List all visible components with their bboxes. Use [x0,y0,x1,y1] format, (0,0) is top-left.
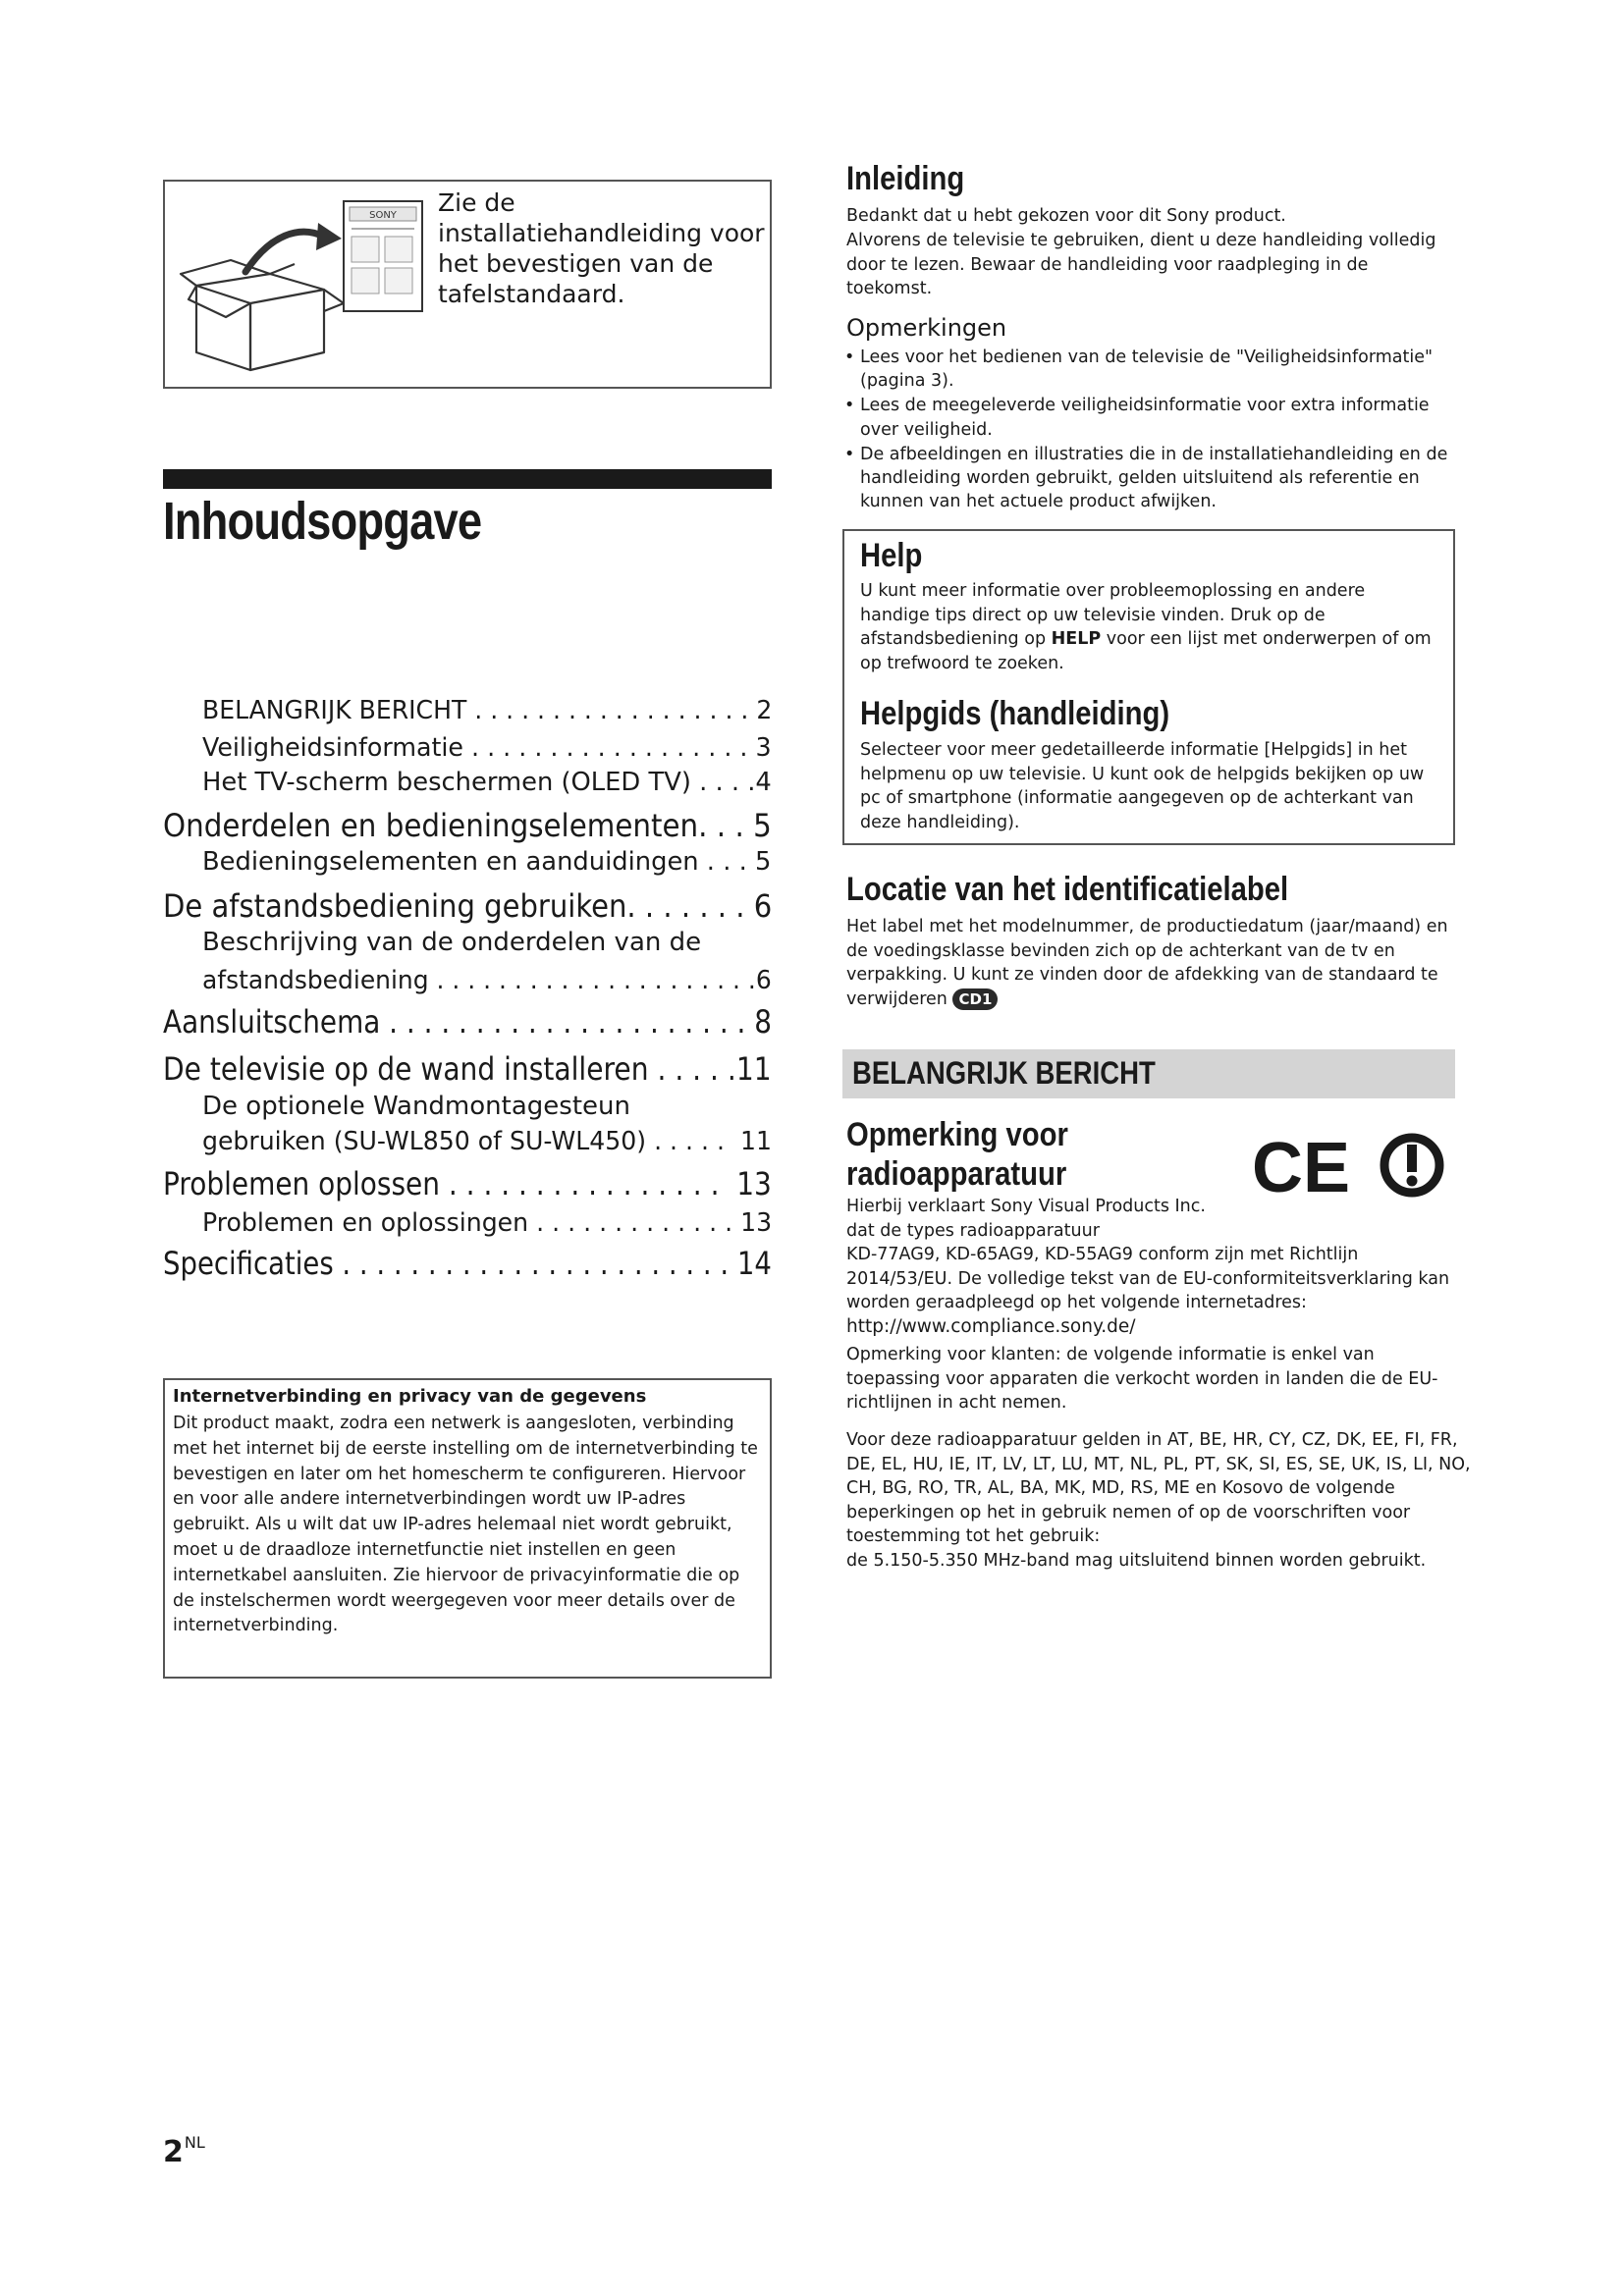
privacy-title: Internetverbinding en privacy van de gegevens [173,1386,647,1407]
notes-heading: Opmerkingen [846,314,1007,342]
toc-entry-beschrijving-line1[interactable]: Beschrijving van de onderdelen van de [202,928,702,957]
notice-bar-title: BELANGRIJK BERICHT [852,1055,1156,1091]
toc-title: Inhoudsopgave [163,492,482,551]
label-location-text [846,915,1465,1011]
toc-entry-oled-scherm[interactable]: Het TV-scherm beschermen (OLED TV) . . . .4 [202,768,772,797]
intro-instructions: Alvorens de televisie te gebruiken, dient u deze handleiding volledig door te lezen. Bewaar de handleiding voor raadpleging in de toekomst. [846,231,1436,299]
toc-heading-bar [163,469,772,489]
radio-declaration-line1: Hierbij verklaart Sony Visual Products Inc. [846,1197,1206,1216]
band-restriction: de 5.150-5.350 MHz-band mag uitsluitend binnen worden gebruikt. [846,1551,1427,1571]
compliance-url[interactable]: http://www.compliance.sony.de/ [846,1316,1136,1337]
intro-heading: Inleiding [846,160,965,197]
radio-declaration-line2: dat de types radioapparatuur [846,1221,1100,1241]
toc-entry-wand-installeren[interactable]: De televisie op de wand installeren . . . . .11 [163,1050,772,1088]
privacy-box [163,1378,772,1679]
toc-entry-belangrijk-bericht[interactable]: BELANGRIJK BERICHT . . . . . . . . . . . . . . . . . . 2 [202,696,773,725]
customer-notice: Opmerking voor klanten: de volgende informatie is enkel van toepassing voor apparaten die verkocht worden in landen die de EU-richtlijnen in acht nemen. [846,1345,1438,1414]
notice-bar [842,1049,1455,1098]
manual-brand: SONY [369,210,397,221]
helpgids-heading: Helpgids (handleiding) [860,695,1170,732]
page-number [163,2135,205,2169]
stand-note-text: Zie de installatiehandleiding voor het bevestigen van de tafelstandaard. [438,188,765,308]
radio-heading-line2: radioapparatuur [846,1155,1067,1193]
ce-mark-text: CE [1252,1129,1351,1202]
help-box [842,529,1455,845]
help-text-part: U kunt meer informatie over probleemoplossing en andere handige tips direct op uw televisie vinden. Druk op de afstandsbediening op [860,581,1366,650]
toc-entry-afstandsbediening[interactable]: De afstandsbediening gebruiken. . . . . . . 6 [163,887,773,925]
ce-mark-icon [1252,1129,1448,1202]
label-location-heading: Locatie van het identificatielabel [846,871,1289,908]
privacy-body: Dit product maakt, zodra een netwerk is aangesloten, verbinding met het internet bij de eerste instelling om de internetverbinding te bevestigen en later om het homescherm te configureren. Hiervoor en voor alle andere internetverbindingen wordt uw IP-adres gebruikt. Als u wilt dat uw IP-adres helemaal niet wordt gebruikt, moet u de draadloze internetfunctie niet instellen en geen internetkabel aansluiten. Zie hiervoor de privacyinformatie die op de instelschermen wordt weergegeven voor meer details over de internetverbinding. [173,1414,758,1636]
note-item: • Lees de meegeleverde veiligheidsinformatie voor extra informatie over veiligheid. [842,394,1451,441]
toc-entry-bedieningselementen[interactable]: Bedieningselementen en aanduidingen . . . 5 [202,847,772,877]
toc-entry-problemen-en-oplossingen[interactable]: Problemen en oplossingen . . . . . . . . . . . . . 13 [202,1208,773,1238]
intro-thanks: Bedankt dat u hebt gekozen voor dit Sony product. [846,206,1286,226]
country-restrictions: Voor deze radioapparatuur gelden in AT, BE, HR, CY, CZ, DK, EE, FI, FR, DE, EL, HU, IE, IT, LV, LT, LU, MT, NL, PL, PT, SK, SI, ES, SE, UK, IS, LI, NO, CH, BG, RO, TR, AL, BA, MK, MD, RS, ME en Kosovo de volgende beperkingen op het in gebruik nemen of op de voorschriften voor toestemming tot het gebruik: [846,1430,1471,1547]
page-language-suffix: NL [184,2133,205,2152]
page-number-value: 2 [163,2135,184,2169]
toc-entry-onderdelen[interactable]: Onderdelen en bedieningselementen. . . 5 [163,807,772,844]
toc-entry-wandmontagesteun-line1[interactable]: De optionele Wandmontagesteun [202,1092,630,1121]
toc-entry-specificaties[interactable]: Specificaties . . . . . . . . . . . . . . . . . . . . . . . 14 [163,1245,772,1282]
class-2-alert-icon [1384,1138,1439,1193]
radio-heading-line1: Opmerking voor [846,1116,1068,1153]
help-text [860,579,1439,675]
notes-list [842,346,1451,514]
help-text-part: voor een lijst met onderwerpen of om op trefwoord te zoeken. [860,629,1432,673]
help-key: HELP [1051,629,1102,650]
toc-entry-problemen-oplossen[interactable]: Problemen oplossen . . . . . . . . . . . . . . . . 13 [163,1165,772,1202]
box-with-manual-icon [177,195,432,382]
toc-entry-beschrijving-line2[interactable]: afstandsbediening . . . . . . . . . . . . . . . . . . . . .6 [202,966,772,995]
note-item: • De afbeeldingen en illustraties die in de installatiehandleiding en de handleiding worden gebruikt, gelden uitsluitend als referentie en kunnen van het actuele product afwijken. [842,443,1451,514]
toc-entry-wandmontagesteun-line2[interactable]: gebruiken (SU-WL850 of SU-WL450) . . . . . 11 [202,1127,772,1156]
toc-entry-aansluitschema[interactable]: Aansluitschema . . . . . . . . . . . . . . . . . . . . . 8 [163,1003,773,1041]
cd1-badge: CD1 [952,988,998,1010]
toc-entry-veiligheidsinformatie[interactable]: Veiligheidsinformatie . . . . . . . . . . . . . . . . . . 3 [202,733,772,763]
label-location-body: Het label met het modelnummer, de productiedatum (jaar/maand) en de voedingsklasse bevinden zich op de achterkant van de tv en verpakking. U kunt ze vinden door de afdekking van de standaard te verwijderen [846,917,1448,1009]
helpgids-text: Selecteer voor meer gedetailleerde informatie [Helpgids] in het helpmenu op uw televisie. U kunt ook de helpgids bekijken op uw pc of smartphone (informatie aangegeven op de achterkant van deze handleiding). [860,740,1425,832]
radio-declaration-body: KD-77AG9, KD-65AG9, KD-55AG9 conform zijn met Richtlijn 2014/53/EU. De volledige tekst van de EU-conformiteitsverklaring kan worden geraadpleegd op het volgende internetadres: [846,1245,1450,1313]
stand-note-box [163,180,772,389]
note-item: • Lees voor het bedienen van de televisie de "Veiligheidsinformatie" (pagina 3). [842,346,1451,393]
help-heading: Help [860,537,923,574]
